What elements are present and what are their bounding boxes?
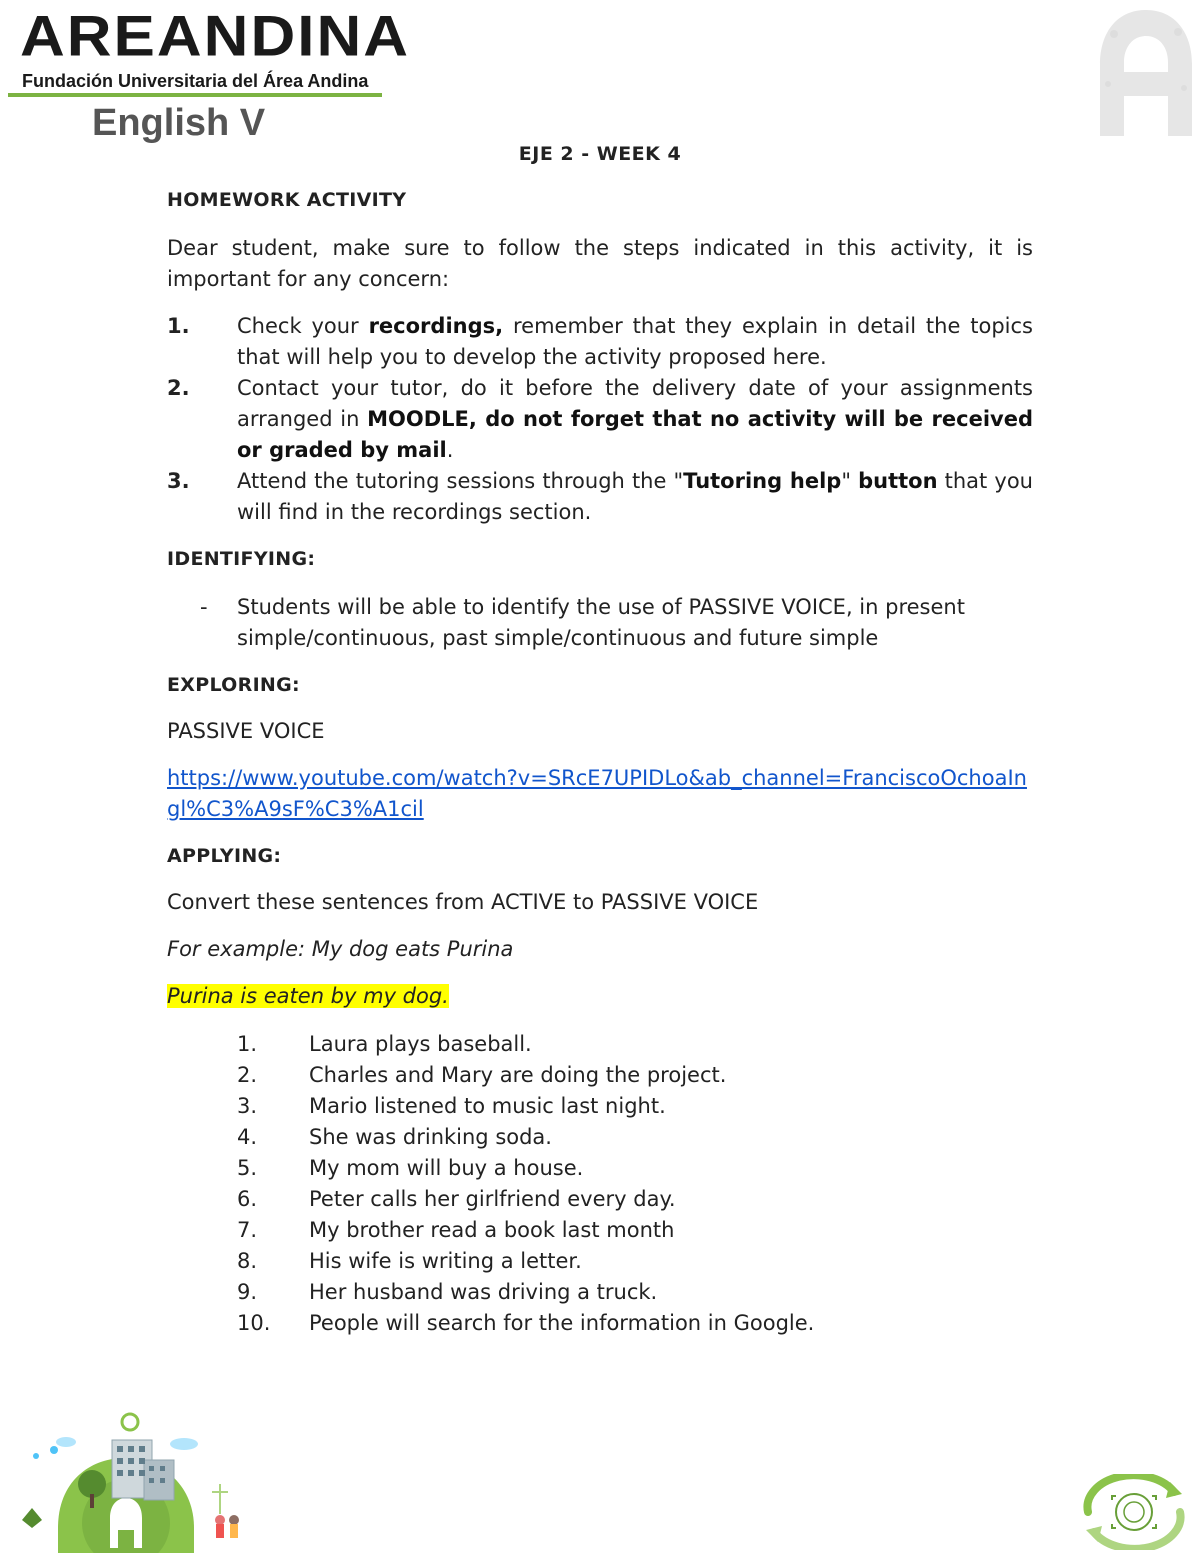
example-answer: [167, 981, 1033, 1012]
exercise-sentence: Charles and Mary are doing the project.: [309, 1063, 727, 1087]
example-sentence: For example: My dog eats Purina: [167, 937, 514, 961]
applying-instruction: Convert these sentences from ACTIVE to PASSIVE VOICE: [167, 890, 759, 914]
eco-city-illustration-icon: [14, 1408, 246, 1553]
identifying-heading: IDENTIFYING:: [167, 548, 316, 570]
exercise-sentence: Laura plays baseball.: [309, 1032, 532, 1056]
step-number: 1.: [167, 314, 190, 338]
document-title: EJE 2 - WEEK 4: [518, 143, 682, 165]
exercise-number: 8.: [237, 1249, 258, 1273]
bullet-dash: -: [200, 595, 208, 619]
applying-heading: APPLYING:: [167, 845, 282, 867]
exercise-sentence: My mom will buy a house.: [309, 1156, 584, 1180]
step-number: 3.: [167, 469, 190, 493]
identifying-text: Students will be able to identify the use of PASSIVE VOICE, in present simple/continuous, past simple/continuous and future simple: [237, 595, 965, 650]
step-text: Check your recordings, remember that they explain in detail the topics that will help you to develop the activity proposed here.: [237, 314, 1033, 369]
exercise-number: 9.: [237, 1280, 258, 1304]
course-title: English V: [92, 102, 266, 144]
logo-subtitle: Fundación Universitaria del Área Andina: [22, 71, 369, 91]
youtube-link[interactable]: https://www.youtube.com/watch?v=SRcE7UPIDLo&ab_channel=FranciscoOchoaIngl%C3%A9sF%C3%A1cil: [167, 766, 1027, 821]
logo-wordmark: AREANDINA: [20, 4, 410, 69]
exercise-number: 10.: [237, 1311, 271, 1335]
exercise-number: 4.: [237, 1125, 258, 1149]
example-answer-highlight: Purina is eaten by my dog.: [167, 984, 449, 1008]
exploring-heading: EXPLORING:: [167, 674, 300, 696]
exercise-sentence: My brother read a book last month: [309, 1218, 675, 1242]
exercise-sentence: His wife is writing a letter.: [309, 1249, 582, 1273]
areandina-watermark-logo-icon: [1094, 4, 1198, 140]
exercise-sentence: She was drinking soda.: [309, 1125, 552, 1149]
exercise-number: 3.: [237, 1094, 258, 1118]
exercise-number: 5.: [237, 1156, 258, 1180]
exploring-topic: PASSIVE VOICE: [167, 719, 325, 743]
recycle-seal-icon: [1074, 1474, 1194, 1550]
exercise-sentence: People will search for the information in Google.: [309, 1311, 815, 1335]
logo-underline: [8, 93, 382, 97]
exercise-number: 1.: [237, 1032, 258, 1056]
step-text: Attend the tutoring sessions through the "Tutoring help" button that you will find in the recordings section.: [237, 469, 1033, 524]
exercise-number: 2.: [237, 1063, 258, 1087]
exercise-sentence: Peter calls her girlfriend every day.: [309, 1187, 676, 1211]
exercise-number: 6.: [237, 1187, 258, 1211]
step-number: 2.: [167, 376, 190, 400]
intro-paragraph: Dear student, make sure to follow the steps indicated in this activity, it is important for any concern:: [167, 236, 1033, 291]
exercise-sentence: Mario listened to music last night.: [309, 1094, 666, 1118]
exercise-number: 7.: [237, 1218, 258, 1242]
step-text: Contact your tutor, do it before the delivery date of your assignments arranged in MOODLE, do not forget that no activity will be received or graded by mail.: [237, 376, 1033, 462]
exercise-sentence: Her husband was driving a truck.: [309, 1280, 658, 1304]
homework-heading: HOMEWORK ACTIVITY: [167, 189, 407, 211]
